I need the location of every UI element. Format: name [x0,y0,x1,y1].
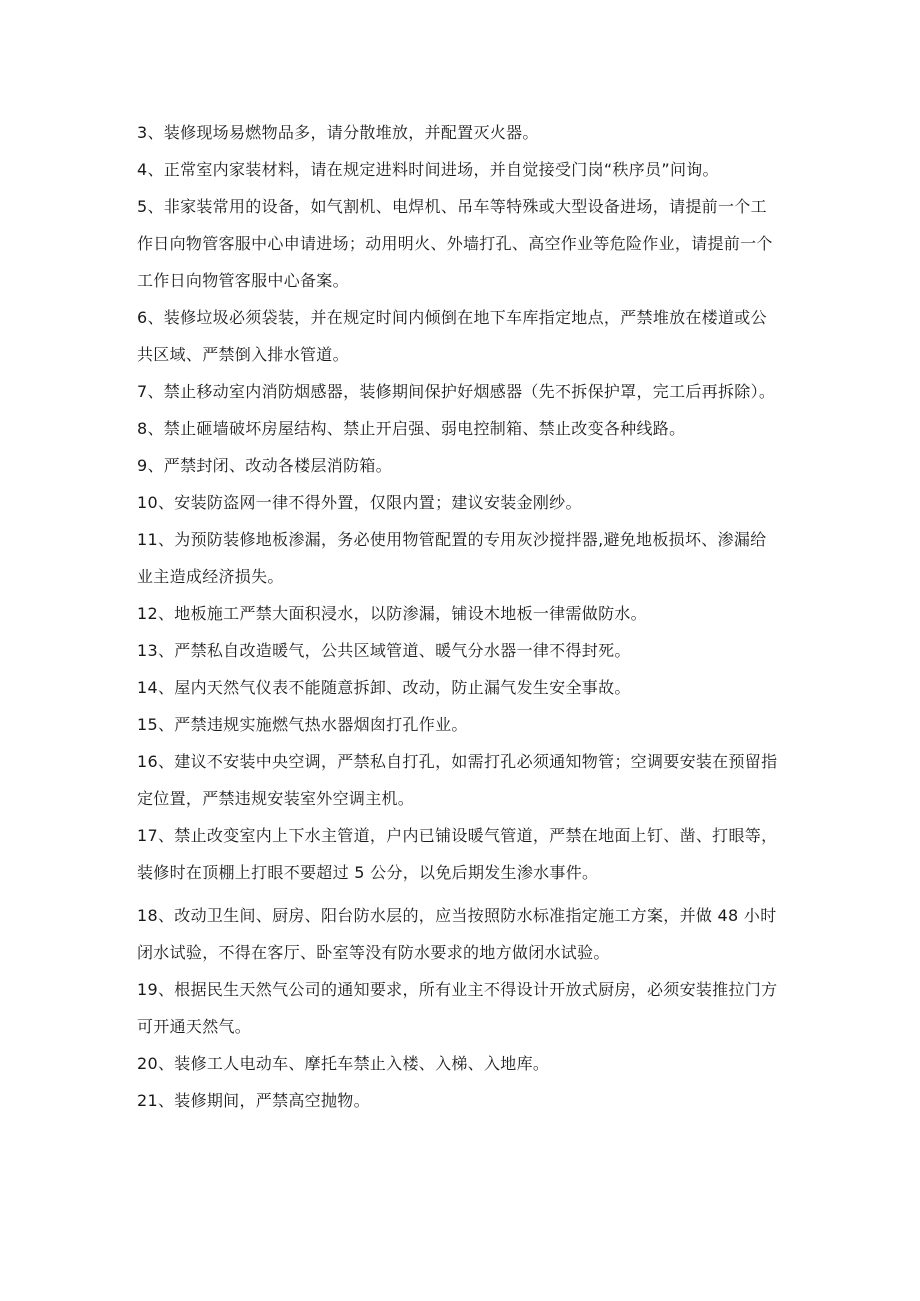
rule-text: 根据民生天然气公司的通知要求，所有业主不得设计开放式厨房，必须安装推拉门方可开通天然气。 [137,980,778,1036]
rule-number: 13、 [137,641,175,660]
rule-number: 15、 [137,715,175,734]
rule-text: 非家装常用的设备，如气割机、电焊机、吊车等特殊或大型设备进场，请提前一个工作日向物管客服中心申请进场；动用明火、外墙打孔、高空作业等危险作业，请提前一个工作日向物管客服中心备案。 [137,197,773,290]
rule-text: 严禁违规实施燃气热水器烟囱打孔作业。 [174,715,468,734]
rule-text: 禁止砸墙破坏房屋结构、禁止开启强、弱电控制箱、禁止改变各种线路。 [163,419,686,438]
rule-text: 装修垃圾必须袋装，并在规定时间内倾倒在地下车库指定地点，严禁堆放在楼道或公共区域、严禁倒入排水管道。 [137,308,767,364]
rule-item [137,188,781,299]
rule-item [137,521,781,595]
rule-item [137,151,781,188]
rule-number: 3、 [137,123,164,142]
rule-item [137,447,781,484]
rule-item [137,632,781,669]
rule-item [137,595,781,632]
rule-number: 10、 [137,493,175,512]
rule-number: 14、 [137,678,175,697]
rule-text: 建议不安装中央空调，严禁私自打孔，如需打孔必须通知物管；空调要安装在预留指定位置，严禁违规安装室外空调主机。 [137,752,778,808]
rule-text: 装修期间，严禁高空抛物。 [174,1091,370,1110]
rule-item [137,706,781,743]
rule-number: 5、 [137,197,164,216]
rule-text: 地板施工严禁大面积浸水，以防渗漏，铺设木地板一律需做防水。 [174,604,647,623]
rule-text: 为预防装修地板渗漏，务必使用物管配置的专用灰沙搅拌器,避免地板损坏、渗漏给业主造成经济损失。 [137,530,767,586]
rule-item [137,669,781,706]
rule-text: 严禁私自改造暖气，公共区域管道、暖气分水器一律不得封死。 [174,641,631,660]
rule-text: 禁止改变室内上下水主管道，户内已铺设暖气管道，严禁在地面上钉、凿、打眼等，装修时在顶棚上打眼不要超过 5 公分，以免后期发生渗水事件。 [137,826,778,882]
rule-number: 4、 [137,160,164,179]
rule-number: 8、 [137,419,164,438]
rule-text: 装修现场易燃物品多，请分散堆放，并配置灭火器。 [163,123,539,142]
rule-item [137,1082,781,1119]
rule-text: 屋内天然气仪表不能随意拆卸、改动，防止漏气发生安全事故。 [174,678,631,697]
rule-item [137,817,781,891]
rule-number: 11、 [137,530,175,549]
rule-item [137,410,781,447]
rule-item [137,971,781,1045]
rule-number: 19、 [137,980,175,999]
rule-number: 12、 [137,604,175,623]
rule-text: 严禁封闭、改动各楼层消防箱。 [163,456,392,475]
rule-text: 装修工人电动车、摩托车禁止入楼、入梯、入地库。 [174,1054,550,1073]
rule-item [137,1045,781,1082]
rule-item [137,299,781,373]
rule-item [137,114,781,151]
rule-number: 9、 [137,456,164,475]
rule-number: 21、 [137,1091,175,1110]
rule-number: 16、 [137,752,175,771]
rule-item [137,484,781,521]
rule-text: 禁止移动室内消防烟感器，装修期间保护好烟感器（先不拆保护罩，完工后再拆除）。 [163,382,776,401]
rule-text: 安装防盗网一律不得外置，仅限内置；建议安装金刚纱。 [174,493,582,512]
rule-number: 7、 [137,382,164,401]
rule-text: 正常室内家装材料，请在规定进料时间进场，并自觉接受门岗“秩序员”问询。 [163,160,719,179]
rule-item [137,897,781,971]
rule-number: 18、 [137,906,175,925]
rule-number: 17、 [137,826,175,845]
rules-list [137,114,781,1119]
rule-item [137,373,781,410]
rule-item [137,743,781,817]
rule-text: 改动卫生间、厨房、阳台防水层的，应当按照防水标准指定施工方案，并做 48 小时闭水试验，不得在客厅、卧室等没有防水要求的地方做闭水试验。 [137,906,777,962]
rule-number: 6、 [137,308,164,327]
rule-number: 20、 [137,1054,175,1073]
